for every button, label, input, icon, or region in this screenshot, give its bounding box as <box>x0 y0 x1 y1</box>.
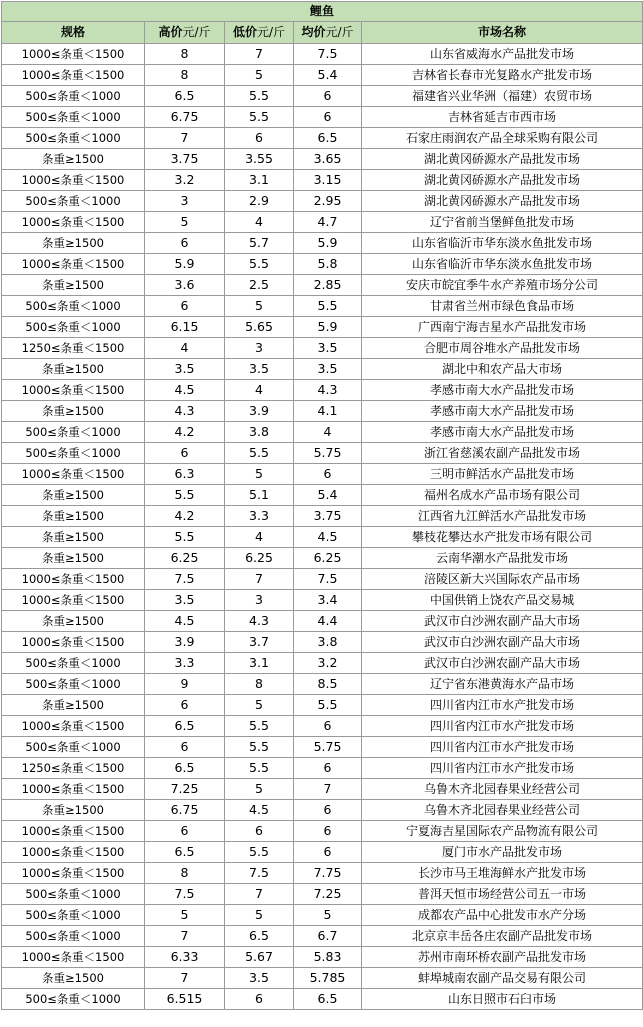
avg-price-cell: 5.5 <box>294 296 362 317</box>
market-name-cell: 四川省内江市水产批发市场 <box>362 695 643 716</box>
market-name-cell: 孝感市南大水产品批发市场 <box>362 422 643 443</box>
high-price-cell: 7 <box>145 926 225 947</box>
market-name-cell: 普洱天恒市场经营公司五一市场 <box>362 884 643 905</box>
avg-price-cell: 3.5 <box>294 359 362 380</box>
table-row <box>2 653 643 674</box>
avg-price-cell: 3.8 <box>294 632 362 653</box>
high-price-cell: 6.5 <box>145 842 225 863</box>
spec-cell: 500≤条重＜1000 <box>2 989 145 1010</box>
high-price-cell: 6.515 <box>145 989 225 1010</box>
avg-price-cell: 6.5 <box>294 989 362 1010</box>
spec-cell: 500≤条重＜1000 <box>2 191 145 212</box>
market-name-cell: 吉林省延吉市西市场 <box>362 107 643 128</box>
low-price-cell: 5.5 <box>225 758 294 779</box>
table-row <box>2 947 643 968</box>
spec-cell: 500≤条重＜1000 <box>2 296 145 317</box>
spec-cell: 1000≤条重＜1500 <box>2 170 145 191</box>
carp-price-table <box>1 1 643 1010</box>
avg-price-cell: 5.5 <box>294 695 362 716</box>
high-price-cell: 3.75 <box>145 149 225 170</box>
low-price-cell: 3.8 <box>225 422 294 443</box>
avg-price-cell: 7.5 <box>294 569 362 590</box>
spec-cell: 1250≤条重＜1500 <box>2 338 145 359</box>
table-title: 鲤鱼 <box>2 2 643 22</box>
table-row <box>2 233 643 254</box>
high-price-cell: 6 <box>145 695 225 716</box>
low-price-cell: 4.3 <box>225 611 294 632</box>
market-name-cell: 蚌埠城南农副产品交易有限公司 <box>362 968 643 989</box>
market-name-cell: 乌鲁木齐北园春果业经营公司 <box>362 779 643 800</box>
table-row <box>2 191 643 212</box>
table-row <box>2 821 643 842</box>
avg-price-cell: 6 <box>294 716 362 737</box>
spec-cell: 条重≥1500 <box>2 233 145 254</box>
low-price-cell: 4 <box>225 527 294 548</box>
table-row <box>2 86 643 107</box>
spec-cell: 1000≤条重＜1500 <box>2 212 145 233</box>
table-row <box>2 758 643 779</box>
table-row <box>2 380 643 401</box>
low-price-cell: 6 <box>225 128 294 149</box>
market-name-cell: 广西南宁海吉星水产品批发市场 <box>362 317 643 338</box>
avg-price-cell: 3.2 <box>294 653 362 674</box>
table-row <box>2 401 643 422</box>
spec-cell: 条重≥1500 <box>2 800 145 821</box>
avg-price-cell: 4.3 <box>294 380 362 401</box>
high-price-cell: 7.5 <box>145 884 225 905</box>
high-price-cell: 3.2 <box>145 170 225 191</box>
spec-cell: 条重≥1500 <box>2 695 145 716</box>
avg-price-cell: 6 <box>294 842 362 863</box>
table-row <box>2 107 643 128</box>
market-name-cell: 长沙市马王堆海鲜水产批发市场 <box>362 863 643 884</box>
high-price-cell: 3.5 <box>145 359 225 380</box>
table-row <box>2 506 643 527</box>
low-price-cell: 4 <box>225 380 294 401</box>
spec-cell: 1250≤条重＜1500 <box>2 758 145 779</box>
avg-price-cell: 3.4 <box>294 590 362 611</box>
table-row <box>2 212 643 233</box>
table-row <box>2 779 643 800</box>
table-row <box>2 65 643 86</box>
table-row <box>2 716 643 737</box>
spec-cell: 条重≥1500 <box>2 506 145 527</box>
low-price-cell: 5 <box>225 779 294 800</box>
table-row <box>2 800 643 821</box>
low-price-cell: 5 <box>225 905 294 926</box>
high-price-cell: 3 <box>145 191 225 212</box>
low-price-cell: 3.5 <box>225 968 294 989</box>
avg-price-cell: 3.75 <box>294 506 362 527</box>
low-price-cell: 3 <box>225 590 294 611</box>
market-name-cell: 山东省临沂市华东淡水鱼批发市场 <box>362 233 643 254</box>
table-row <box>2 443 643 464</box>
table-row <box>2 464 643 485</box>
market-name-cell: 武汉市白沙洲农副产品大市场 <box>362 632 643 653</box>
market-name-cell: 攀枝花攀达水产批发市场有限公司 <box>362 527 643 548</box>
high-price-cell: 8 <box>145 44 225 65</box>
low-price-cell: 6 <box>225 989 294 1010</box>
high-price-cell: 4.5 <box>145 380 225 401</box>
high-price-cell: 5.5 <box>145 485 225 506</box>
high-price-cell: 3.6 <box>145 275 225 296</box>
spec-cell: 条重≥1500 <box>2 968 145 989</box>
market-name-cell: 石家庄雨润农产品全球采购有限公司 <box>362 128 643 149</box>
avg-price-cell: 3.15 <box>294 170 362 191</box>
low-price-cell: 5.5 <box>225 254 294 275</box>
avg-price-cell: 5 <box>294 905 362 926</box>
table-row <box>2 905 643 926</box>
header-avg <box>294 22 362 44</box>
low-price-cell: 5 <box>225 695 294 716</box>
high-price-cell: 6.5 <box>145 86 225 107</box>
spec-cell: 1000≤条重＜1500 <box>2 779 145 800</box>
spec-cell: 条重≥1500 <box>2 485 145 506</box>
market-name-cell: 三明市鲜活水产品批发市场 <box>362 464 643 485</box>
high-price-cell: 7 <box>145 128 225 149</box>
header-high-label: 高价 <box>158 25 183 39</box>
spec-cell: 1000≤条重＜1500 <box>2 44 145 65</box>
avg-price-cell: 6 <box>294 86 362 107</box>
header-row <box>2 22 643 44</box>
table-row <box>2 863 643 884</box>
spec-cell: 1000≤条重＜1500 <box>2 65 145 86</box>
table-row <box>2 485 643 506</box>
table-row <box>2 422 643 443</box>
high-price-cell: 6.33 <box>145 947 225 968</box>
avg-price-cell: 6.7 <box>294 926 362 947</box>
spec-cell: 500≤条重＜1000 <box>2 653 145 674</box>
low-price-cell: 5.5 <box>225 716 294 737</box>
spec-cell: 1000≤条重＜1500 <box>2 254 145 275</box>
high-price-cell: 6.75 <box>145 107 225 128</box>
table-row <box>2 632 643 653</box>
low-price-cell: 3.7 <box>225 632 294 653</box>
avg-price-cell: 7.5 <box>294 44 362 65</box>
high-price-cell: 5 <box>145 212 225 233</box>
spec-cell: 500≤条重＜1000 <box>2 926 145 947</box>
table-row <box>2 338 643 359</box>
market-name-cell: 湖北黄冈硚源水产品批发市场 <box>362 191 643 212</box>
low-price-cell: 7 <box>225 44 294 65</box>
market-name-cell: 山东日照市石臼市场 <box>362 989 643 1010</box>
low-price-cell: 6.5 <box>225 926 294 947</box>
header-high-unit: 元/斤 <box>182 25 211 39</box>
low-price-cell: 3.55 <box>225 149 294 170</box>
market-name-cell: 中国供销上饶农产品交易城 <box>362 590 643 611</box>
table-row <box>2 737 643 758</box>
market-name-cell: 北京京丰岳各庄农副产品批发市场 <box>362 926 643 947</box>
high-price-cell: 5 <box>145 905 225 926</box>
avg-price-cell: 6.25 <box>294 548 362 569</box>
high-price-cell: 7.5 <box>145 569 225 590</box>
spec-cell: 500≤条重＜1000 <box>2 86 145 107</box>
avg-price-cell: 7.75 <box>294 863 362 884</box>
header-market: 市场名称 <box>362 22 643 44</box>
low-price-cell: 3.9 <box>225 401 294 422</box>
header-low-unit: 元/斤 <box>256 25 286 39</box>
avg-price-cell: 6 <box>294 758 362 779</box>
header-spec: 规格 <box>2 22 145 44</box>
market-name-cell: 湖北黄冈硚源水产品批发市场 <box>362 149 643 170</box>
table-row <box>2 590 643 611</box>
avg-price-cell: 5.785 <box>294 968 362 989</box>
low-price-cell: 7 <box>225 569 294 590</box>
low-price-cell: 6 <box>225 821 294 842</box>
high-price-cell: 3.9 <box>145 632 225 653</box>
low-price-cell: 5.5 <box>225 443 294 464</box>
high-price-cell: 6.15 <box>145 317 225 338</box>
table-row <box>2 884 643 905</box>
high-price-cell: 4 <box>145 338 225 359</box>
low-price-cell: 5.7 <box>225 233 294 254</box>
spec-cell: 1000≤条重＜1500 <box>2 464 145 485</box>
market-name-cell: 甘肃省兰州市绿色食品市场 <box>362 296 643 317</box>
low-price-cell: 4 <box>225 212 294 233</box>
market-name-cell: 四川省内江市水产批发市场 <box>362 716 643 737</box>
market-name-cell: 四川省内江市水产批发市场 <box>362 758 643 779</box>
header-low-label: 低价 <box>232 25 257 39</box>
avg-price-cell: 5.75 <box>294 443 362 464</box>
high-price-cell: 6 <box>145 821 225 842</box>
spec-cell: 1000≤条重＜1500 <box>2 947 145 968</box>
table-row <box>2 968 643 989</box>
market-name-cell: 云南华潮水产品批发市场 <box>362 548 643 569</box>
spec-cell: 500≤条重＜1000 <box>2 443 145 464</box>
high-price-cell: 4.5 <box>145 611 225 632</box>
high-price-cell: 3.3 <box>145 653 225 674</box>
spec-cell: 条重≥1500 <box>2 548 145 569</box>
high-price-cell: 6 <box>145 443 225 464</box>
avg-price-cell: 5.75 <box>294 737 362 758</box>
spec-cell: 1000≤条重＜1500 <box>2 632 145 653</box>
avg-price-cell: 4.7 <box>294 212 362 233</box>
spec-cell: 500≤条重＜1000 <box>2 107 145 128</box>
avg-price-cell: 6 <box>294 464 362 485</box>
avg-price-cell: 7 <box>294 779 362 800</box>
table-row <box>2 674 643 695</box>
low-price-cell: 5 <box>225 296 294 317</box>
high-price-cell: 7.25 <box>145 779 225 800</box>
high-price-cell: 8 <box>145 65 225 86</box>
low-price-cell: 5.67 <box>225 947 294 968</box>
avg-price-cell: 5.4 <box>294 485 362 506</box>
avg-price-cell: 6 <box>294 107 362 128</box>
market-name-cell: 福建省兴业华洲（福建）农贸市场 <box>362 86 643 107</box>
avg-price-cell: 7.25 <box>294 884 362 905</box>
high-price-cell: 4.3 <box>145 401 225 422</box>
high-price-cell: 9 <box>145 674 225 695</box>
low-price-cell: 5.5 <box>225 737 294 758</box>
avg-price-cell: 4.4 <box>294 611 362 632</box>
market-name-cell: 涪陵区新大兴国际农产品市场 <box>362 569 643 590</box>
low-price-cell: 5.5 <box>225 842 294 863</box>
low-price-cell: 5.5 <box>225 86 294 107</box>
high-price-cell: 4.2 <box>145 422 225 443</box>
market-name-cell: 安庆市皖宜季牛水产养殖市场分公司 <box>362 275 643 296</box>
table-row <box>2 548 643 569</box>
spec-cell: 1000≤条重＜1500 <box>2 821 145 842</box>
low-price-cell: 2.5 <box>225 275 294 296</box>
table-row <box>2 359 643 380</box>
high-price-cell: 5.9 <box>145 254 225 275</box>
avg-price-cell: 6.5 <box>294 128 362 149</box>
market-name-cell: 福州名成水产品市场有限公司 <box>362 485 643 506</box>
spec-cell: 条重≥1500 <box>2 527 145 548</box>
low-price-cell: 3.1 <box>225 653 294 674</box>
table-row <box>2 989 643 1010</box>
market-name-cell: 厦门市水产品批发市场 <box>362 842 643 863</box>
low-price-cell: 3.1 <box>225 170 294 191</box>
table-row <box>2 611 643 632</box>
low-price-cell: 3.3 <box>225 506 294 527</box>
spec-cell: 500≤条重＜1000 <box>2 905 145 926</box>
spec-cell: 1000≤条重＜1500 <box>2 569 145 590</box>
high-price-cell: 6.5 <box>145 758 225 779</box>
spec-cell: 条重≥1500 <box>2 149 145 170</box>
market-name-cell: 乌鲁木齐北园春果业经营公司 <box>362 800 643 821</box>
high-price-cell: 6.25 <box>145 548 225 569</box>
spec-cell: 500≤条重＜1000 <box>2 422 145 443</box>
spec-cell: 500≤条重＜1000 <box>2 674 145 695</box>
spec-cell: 1000≤条重＜1500 <box>2 863 145 884</box>
table-row <box>2 275 643 296</box>
spec-cell: 条重≥1500 <box>2 611 145 632</box>
avg-price-cell: 4.1 <box>294 401 362 422</box>
table-row <box>2 170 643 191</box>
table-row <box>2 128 643 149</box>
header-avg-label: 均价 <box>301 25 326 39</box>
low-price-cell: 5 <box>225 65 294 86</box>
low-price-cell: 2.9 <box>225 191 294 212</box>
table-row <box>2 44 643 65</box>
market-name-cell: 辽宁省前当堡鲜鱼批发市场 <box>362 212 643 233</box>
avg-price-cell: 5.4 <box>294 65 362 86</box>
market-name-cell: 成都农产品中心批发市水产分场 <box>362 905 643 926</box>
table-title-row <box>2 2 643 22</box>
market-name-cell: 山东省威海水产品批发市场 <box>362 44 643 65</box>
high-price-cell: 3.5 <box>145 590 225 611</box>
market-name-cell: 合肥市周谷堆水产品批发市场 <box>362 338 643 359</box>
market-name-cell: 湖北中和农产品大市场 <box>362 359 643 380</box>
avg-price-cell: 5.9 <box>294 233 362 254</box>
avg-price-cell: 6 <box>294 821 362 842</box>
low-price-cell: 5.1 <box>225 485 294 506</box>
low-price-cell: 3 <box>225 338 294 359</box>
avg-price-cell: 5.9 <box>294 317 362 338</box>
spec-cell: 1000≤条重＜1500 <box>2 590 145 611</box>
market-name-cell: 吉林省长春市光复路水产批发市场 <box>362 65 643 86</box>
spec-cell: 1000≤条重＜1500 <box>2 842 145 863</box>
avg-price-cell: 5.83 <box>294 947 362 968</box>
table-row <box>2 254 643 275</box>
low-price-cell: 5.65 <box>225 317 294 338</box>
high-price-cell: 6 <box>145 737 225 758</box>
market-name-cell: 宁夏海吉星国际农产品物流有限公司 <box>362 821 643 842</box>
table-row <box>2 527 643 548</box>
spec-cell: 500≤条重＜1000 <box>2 128 145 149</box>
low-price-cell: 7 <box>225 884 294 905</box>
table-row <box>2 926 643 947</box>
low-price-cell: 7.5 <box>225 863 294 884</box>
market-name-cell: 辽宁省东港黄海水产品市场 <box>362 674 643 695</box>
market-name-cell: 苏州市南环桥农副产品批发市场 <box>362 947 643 968</box>
low-price-cell: 8 <box>225 674 294 695</box>
high-price-cell: 8 <box>145 863 225 884</box>
header-avg-unit: 元/斤 <box>325 25 354 39</box>
table-row <box>2 695 643 716</box>
low-price-cell: 3.5 <box>225 359 294 380</box>
spec-cell: 500≤条重＜1000 <box>2 737 145 758</box>
high-price-cell: 7 <box>145 968 225 989</box>
avg-price-cell: 4.5 <box>294 527 362 548</box>
high-price-cell: 6 <box>145 296 225 317</box>
market-name-cell: 孝感市南大水产品批发市场 <box>362 380 643 401</box>
spec-cell: 条重≥1500 <box>2 275 145 296</box>
avg-price-cell: 3.65 <box>294 149 362 170</box>
spec-cell: 1000≤条重＜1500 <box>2 716 145 737</box>
market-name-cell: 武汉市白沙洲农副产品大市场 <box>362 653 643 674</box>
high-price-cell: 6.5 <box>145 716 225 737</box>
avg-price-cell: 8.5 <box>294 674 362 695</box>
table-row <box>2 569 643 590</box>
spec-cell: 1000≤条重＜1500 <box>2 380 145 401</box>
high-price-cell: 5.5 <box>145 527 225 548</box>
market-name-cell: 湖北黄冈硚源水产品批发市场 <box>362 170 643 191</box>
avg-price-cell: 5.8 <box>294 254 362 275</box>
avg-price-cell: 6 <box>294 800 362 821</box>
high-price-cell: 4.2 <box>145 506 225 527</box>
market-name-cell: 孝感市南大水产品批发市场 <box>362 401 643 422</box>
spec-cell: 条重≥1500 <box>2 401 145 422</box>
header-low <box>225 22 294 44</box>
table-row <box>2 296 643 317</box>
market-name-cell: 江西省九江鲜活水产品批发市场 <box>362 506 643 527</box>
table-row <box>2 317 643 338</box>
avg-price-cell: 4 <box>294 422 362 443</box>
low-price-cell: 4.5 <box>225 800 294 821</box>
avg-price-cell: 2.95 <box>294 191 362 212</box>
spec-cell: 500≤条重＜1000 <box>2 884 145 905</box>
market-name-cell: 山东省临沂市华东淡水鱼批发市场 <box>362 254 643 275</box>
low-price-cell: 5.5 <box>225 107 294 128</box>
low-price-cell: 6.25 <box>225 548 294 569</box>
table-row <box>2 842 643 863</box>
avg-price-cell: 3.5 <box>294 338 362 359</box>
high-price-cell: 6 <box>145 233 225 254</box>
market-name-cell: 浙江省慈溪农副产品批发市场 <box>362 443 643 464</box>
header-high <box>145 22 225 44</box>
low-price-cell: 5 <box>225 464 294 485</box>
avg-price-cell: 2.85 <box>294 275 362 296</box>
table-body <box>2 44 643 1010</box>
table-row <box>2 149 643 170</box>
high-price-cell: 6.75 <box>145 800 225 821</box>
market-name-cell: 四川省内江市水产批发市场 <box>362 737 643 758</box>
spec-cell: 条重≥1500 <box>2 359 145 380</box>
high-price-cell: 6.3 <box>145 464 225 485</box>
market-name-cell: 武汉市白沙洲农副产品大市场 <box>362 611 643 632</box>
spec-cell: 500≤条重＜1000 <box>2 317 145 338</box>
